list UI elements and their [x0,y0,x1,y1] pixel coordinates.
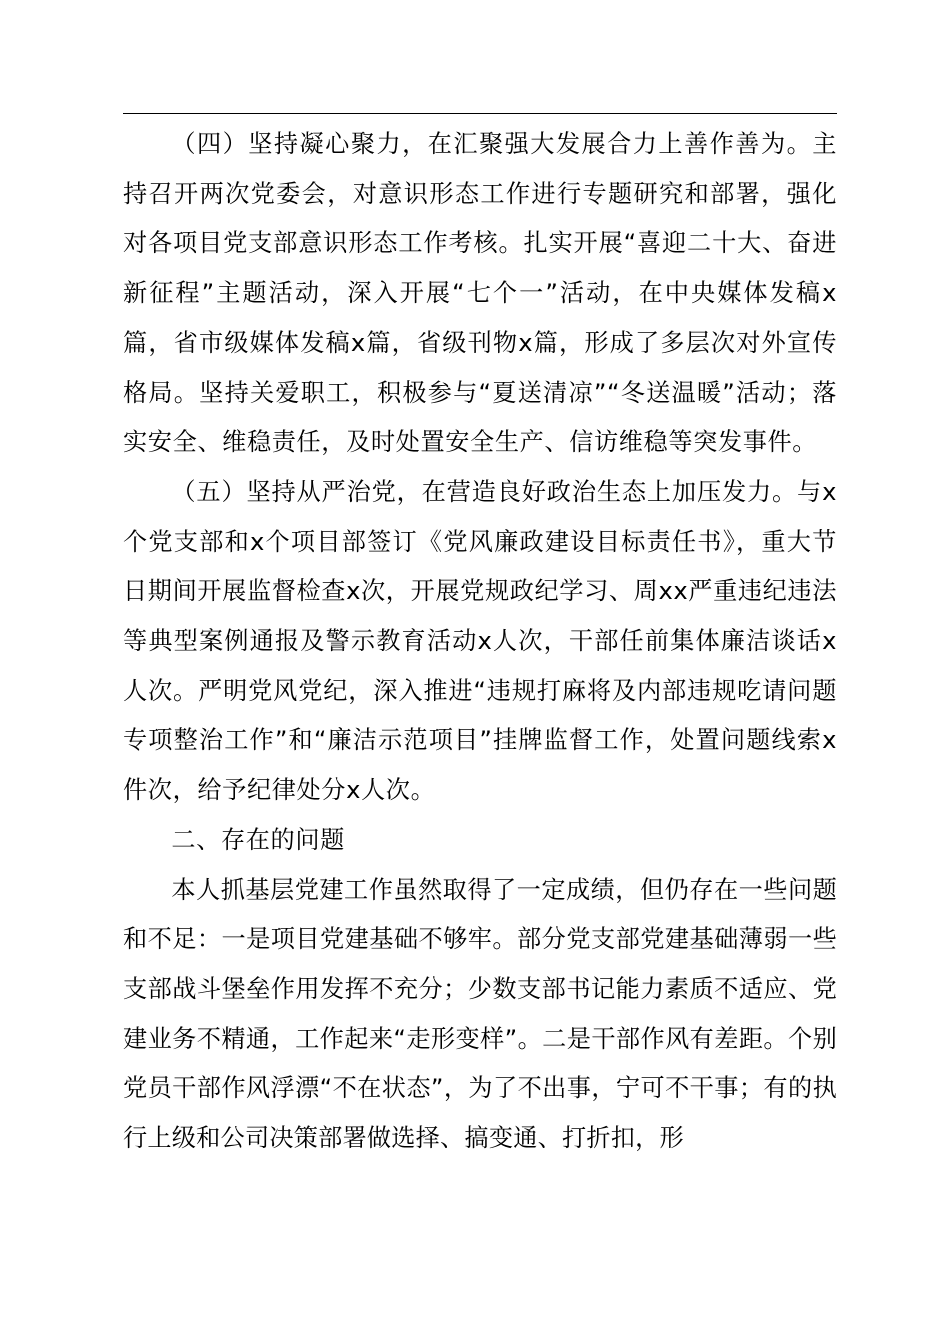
header-rule [123,113,837,114]
document-body [123,120,837,1164]
section-heading-problems: 二、存在的问题 [171,825,345,854]
paragraph-problems: 本人抓基层党建工作虽然取得了一定成绩，但仍存在一些问题和不足：一是项目党建基础不够牢。部分党支部党建基础薄弱一些支部战斗堡垒作用发挥不充分；少数支部书记能力素质不适应、党建业务不精通，工作起来“走形变样”。二是干部作风有差距。个别党员干部作风浮漂“不在状态”，为了不出事，宁可不干事；有的执行上级和公司决策部署做选择、搞变通、打折扣，形 [123,875,837,1153]
paragraph-section-5: （五）坚持从严治党，在营造良好政治生态上加压发力。与x个党支部和x个项目部签订《党风廉政建设目标责任书》，重大节日期间开展监督检查x次，开展党规政纪学习、周xx严重违纪违法等典型案例通报及警示教育活动x人次，干部任前集体廉洁谈话x人次。严明党风党纪，深入推进“违规打麻将及内部违规吃请问题专项整治工作”和“廉洁示范项目”挂牌监督工作，处置问题线索x件次，给予纪律处分x人次。 [123,477,838,805]
paragraph-section-4: （四）坚持凝心聚力，在汇聚强大发展合力上善作善为。主持召开两次党委会，对意识形态工作进行专题研究和部署，强化对各项目党支部意识形态工作考核。扎实开展“喜迎二十大、奋进新征程”主题活动，深入开展“七个一”活动，在中央媒体发稿x篇，省市级媒体发稿x篇，省级刊物x篇，形成了多层次对外宣传格局。坚持关爱职工，积极参与“夏送清凉”“冬送温暖”活动；落实安全、维稳责任，及时处置安全生产、信访维稳等突发事件。 [123,130,837,457]
